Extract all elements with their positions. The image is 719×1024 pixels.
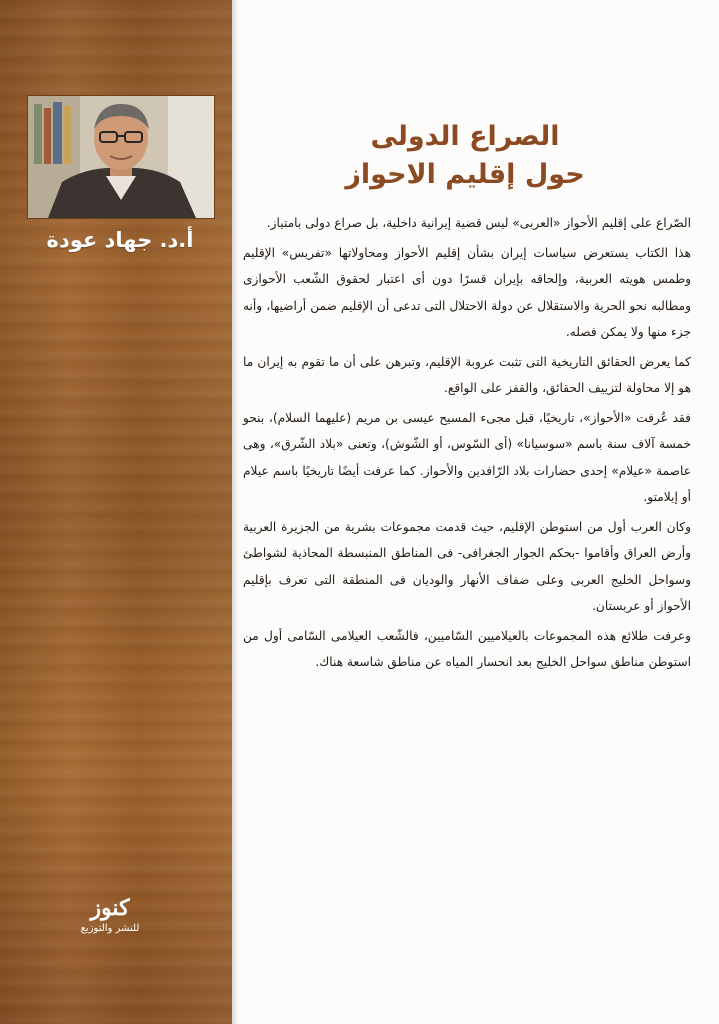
- title-line-2: حول إقليم الاحواز: [345, 159, 585, 190]
- title-line-1: الصراع الدولى: [370, 121, 560, 152]
- cover-brown-panel: [0, 0, 232, 1024]
- author-portrait-illustration: [28, 96, 214, 218]
- publisher-logo: [70, 896, 150, 956]
- spine-edge-shadow: [232, 0, 238, 1024]
- blurb-paragraph: فقد عُرفت «الأحواز»، تاريخيًا، قبل مجىء المسيح عيسى بن مريم (عليهما السلام)، بنحو خمسة آلاف سنة باسم «سوسيانا» (أى السّوس، أو الشّوش)، وتعنى «بلاد الشّرق»، وهى عاصمة «عيلام» إحدى حضارات بلاد الرّافدين والأحواز. كما عرفت أيضًا تاريخيًا باسم عيلام أو إيلامتو.: [243, 410, 691, 504]
- author-name: أ.د. جهاد عودة: [46, 228, 194, 252]
- blurb-paragraph: وكان العرب أول من استوطن الإقليم، حيث قدمت مجموعات بشرية من الجزيرة العربية وأرض العراق وأقاموا -بحكم الجوار الجغرافى- فى المناطق المنبسطة المحاذية لشواطئ وسواحل الخليج العربى وعلى ضفاف الأنهار والوديان فى المنطقة التى تعرف بإقليم الأحواز أو عربستان.: [243, 519, 691, 613]
- blurb-paragraph: وعرفت طلائع هذه المجموعات بالعيلاميين السّاميين، فالشّعب العيلامى السّامى أول من استوطن مناطق سواحل الخليج بعد انحسار المياه عن مناطق شاسعة هناك.: [243, 628, 691, 669]
- blurb-paragraph: كما يعرض الحقائق التاريخية التى تثبت عروبة الإقليم، وتبرهن على أن ما تقوم به إيران ما هو إلا محاولة لتزييف الحقائق، والقفز على الواقع.: [243, 354, 691, 395]
- publisher-name: كنوز: [90, 895, 130, 921]
- author-photo: [27, 95, 215, 219]
- blurb-paragraph: هذا الكتاب يستعرض سياسات إيران بشأن إقليم الأحواز ومحاولاتها «تفريس» الإقليم وطمس هويته العربية، وإلحاقه بإيران قسرًا دون أى اعتبار لحقوق الشّعب الأحوازى ومطالبه نحو الحرية والاستقلال عن دولة الاحتلال التى تدعى أن الإقليم ضمن أراضيها، وأنه جزء منها ولا يمكن فصله.: [243, 245, 691, 339]
- book-title: [300, 118, 630, 194]
- blurb-paragraph: الصّراع على إقليم الأحواز «العربى» ليس قضية إيرانية داخلية، بل صراع دولى بامتياز.: [266, 216, 691, 230]
- book-blurb: [243, 210, 691, 679]
- publisher-tagline: للنشر والتوزيع: [80, 923, 140, 934]
